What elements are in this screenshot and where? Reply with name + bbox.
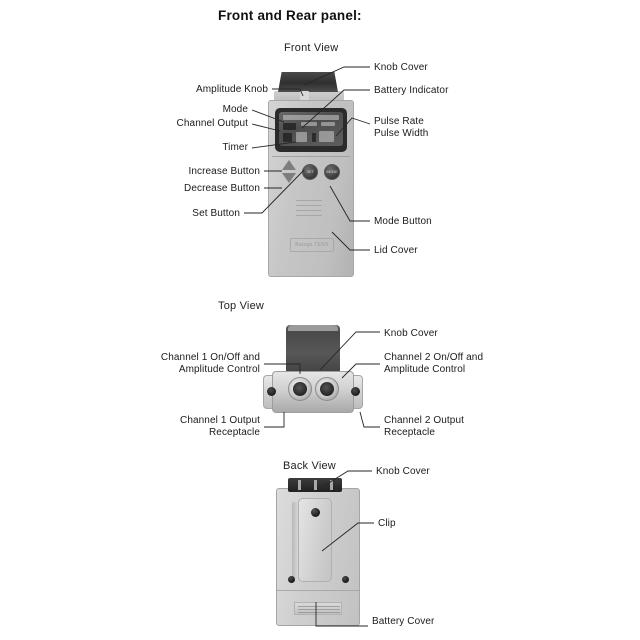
set-button-label: SET bbox=[306, 169, 314, 174]
channel-2-output-receptacle bbox=[351, 387, 360, 396]
label-knob-cover-back: Knob Cover bbox=[376, 466, 430, 477]
label-channel-2-receptacle-line-2: Receptacle bbox=[384, 427, 436, 438]
clip-screw bbox=[311, 508, 320, 517]
label-timer: Timer bbox=[222, 142, 248, 153]
back-knob-cover-slot bbox=[298, 480, 301, 490]
label-lid-cover: Lid Cover bbox=[374, 245, 418, 256]
front-vent-line bbox=[296, 215, 322, 216]
front-vent-line bbox=[296, 210, 322, 211]
label-channel-1-receptacle-line-2: Receptacle bbox=[208, 427, 260, 438]
mode-button[interactable] bbox=[324, 164, 340, 180]
label-battery-cover: Battery Cover bbox=[372, 616, 435, 627]
page-title: Front and Rear panel: bbox=[218, 8, 362, 23]
back-screw-left bbox=[288, 576, 295, 583]
decrease-button[interactable] bbox=[282, 173, 296, 183]
channel-2-control-inner bbox=[320, 382, 334, 396]
battery-cover bbox=[294, 602, 342, 615]
back-view-device bbox=[268, 478, 368, 628]
top-view-device bbox=[258, 325, 368, 425]
label-mode: Mode bbox=[222, 104, 248, 115]
mode-button-label: MODE bbox=[326, 169, 338, 174]
back-knob-cover bbox=[288, 478, 342, 492]
back-screw-right bbox=[342, 576, 349, 583]
front-knob-cover bbox=[278, 72, 338, 92]
label-amplitude-knob: Amplitude Knob bbox=[195, 84, 268, 95]
back-knob-cover-slot bbox=[314, 480, 317, 490]
label-pulse-rate: Pulse Rate bbox=[374, 116, 424, 127]
label-channel-1-control-line-2: Amplitude Control bbox=[178, 364, 260, 375]
top-view-title: Top View bbox=[218, 300, 265, 312]
label-knob-cover-front: Knob Cover bbox=[374, 62, 428, 73]
front-vent-line bbox=[296, 205, 322, 206]
channel-1-control-inner bbox=[293, 382, 307, 396]
label-pulse-width: Pulse Width bbox=[374, 128, 429, 139]
channel-2-amplitude-control[interactable] bbox=[315, 377, 339, 401]
increase-button[interactable] bbox=[282, 160, 296, 170]
label-channel-1-control-line-1: Channel 1 On/Off and bbox=[160, 352, 260, 363]
label-channel-2-control-line-2: Amplitude Control bbox=[384, 364, 466, 375]
front-vent-line bbox=[296, 200, 322, 201]
top-knob-cover-edge bbox=[288, 325, 338, 331]
label-channel-output: Channel Output bbox=[176, 118, 248, 129]
channel-1-amplitude-control[interactable] bbox=[288, 377, 312, 401]
label-increase-button: Increase Button bbox=[188, 166, 260, 177]
label-knob-cover-top: Knob Cover bbox=[384, 328, 438, 339]
top-knob-cover bbox=[286, 325, 340, 373]
back-knob-cover-slot bbox=[330, 480, 333, 490]
front-amplitude-knob-shaft bbox=[300, 91, 309, 100]
back-battery-seam bbox=[277, 590, 359, 591]
label-channel-2-control-line-1: Channel 2 On/Off and bbox=[384, 352, 484, 363]
label-decrease-button: Decrease Button bbox=[184, 183, 260, 194]
front-lid-seam bbox=[272, 156, 350, 157]
label-clip: Clip bbox=[378, 518, 396, 529]
label-channel-2-receptacle-line-1: Channel 2 Output bbox=[384, 415, 464, 426]
back-view-title: Back View bbox=[283, 460, 336, 472]
channel-1-output-receptacle bbox=[267, 387, 276, 396]
front-brand-plate: Balego TENS bbox=[290, 238, 334, 252]
front-view-title: Front View bbox=[284, 42, 339, 54]
label-mode-button: Mode Button bbox=[374, 216, 432, 227]
top-device-body bbox=[272, 371, 354, 413]
label-battery-indicator: Battery Indicator bbox=[374, 85, 449, 96]
label-channel-1-receptacle-line-1: Channel 1 Output bbox=[180, 415, 260, 426]
front-view-device bbox=[262, 72, 358, 277]
label-set-button: Set Button bbox=[192, 208, 240, 219]
set-button[interactable] bbox=[302, 164, 318, 180]
front-lcd-display bbox=[279, 112, 343, 146]
